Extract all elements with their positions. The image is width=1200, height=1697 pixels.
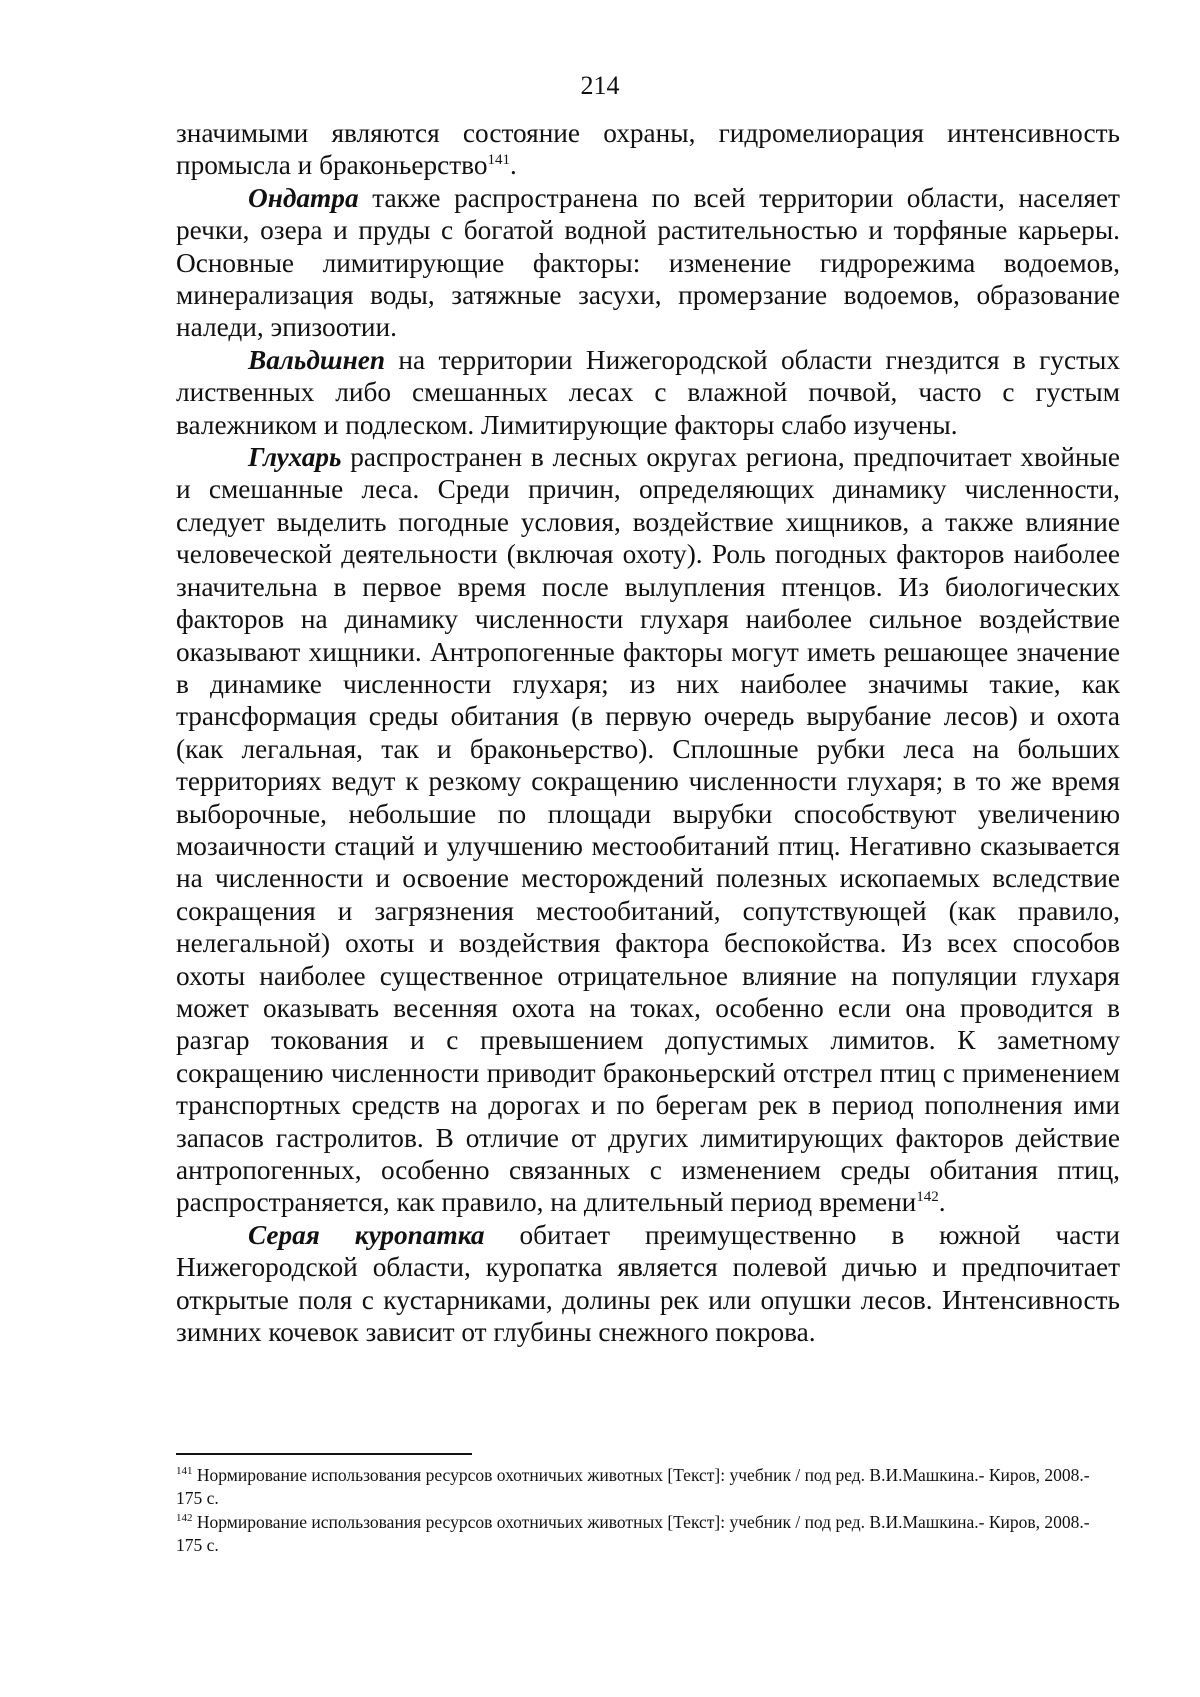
species-term: Глухарь — [248, 442, 342, 473]
paragraph-text: значимыми являются состояние охраны, гидромелиорация интенсивность промысла и браконьерство — [176, 118, 1120, 181]
paragraph-text: обитает преимущественно в южной части Нижегородской области, куропатка является полевой дичью и предпочитает открытые поля с кустарниками, долины рек или опушки лесов. Интенсивность зимних кочевок зависит от глубины снежного покрова. — [176, 1219, 1120, 1348]
paragraph-text: распространен в лесных округах региона, предпочитает хвойные и смешанные леса. Среди причин, определяющих динамику численности, следует выделить погодные условия, воздействие хищников, а также влияние человеческой деятельности (включая охоту). Роль погодных факторов наиболее значительна в первое время после вылупления птенцов. Из биологических факторов на динамику численности глухаря наиболее сильное воздействие оказывают хищники. Антропогенные факторы могут иметь решающее значение в динамике численности глухаря; из них наиболее значимы такие, как трансформация среды обитания (в первую очередь вырубание лесов) и охота (как легальная, так и браконьерство). Сплошные рубки леса на больших территориях ведут к резкому сокращению численности глухаря; в то же время выборочные, небольшие по площади вырубки способствуют увеличению мозаичности стаций и улучшению местообитаний птиц. Негативно сказывается на численности и освоение месторождений полезных ископаемых вследствие сокращения и загрязнения местообитаний, сопутствующей (как правило, нелегальной) охоты и воздействия фактора беспокойства. Из всех способов охоты наиболее существенное отрицательное влияние на популяции глухаря может оказывать весенняя охота на токах, особенно если она проводится в разгар токования и с превышением допустимых лимитов. К заметному сокращению численности приводит браконьерский отстрел птиц с применением транспортных средств на дорогах и по берегам рек в период пополнения ими запасов гастролитов. В отличие от других лимитирующих факторов действие антропогенных, особенно связанных с изменением среды обитания птиц, распространяется, как правило, на длительный период времени — [176, 442, 1120, 1218]
footnote-text: Нормирование использования ресурсов охотничьих животных [Текст]: учебник / под ред. В.И.Машкина.- Киров, 2008.- 175 с. — [176, 1512, 1090, 1555]
page-number: 214 — [580, 71, 620, 100]
footnote-text: Нормирование использования ресурсов охотничьих животных [Текст]: учебник / под ред. В.И.Машкина.- Киров, 2008.- 175 с. — [176, 1465, 1090, 1508]
footnote-reference-141: 141 — [487, 152, 511, 169]
paragraph-capercaillie — [176, 441, 1120, 1219]
footnotes — [176, 1464, 1120, 1558]
paragraph-text: на территории Нижегородской области гнездится в густых лиственных либо смешанных лесах с влажной почвой, часто с густым валежником и подлеском. Лимитирующие факторы слабо изучены. — [176, 344, 1120, 440]
species-term: Серая куропатка — [248, 1219, 485, 1250]
body-text — [176, 117, 1120, 1348]
species-term: Ондатра — [248, 182, 359, 213]
footnote-separator — [176, 1453, 472, 1455]
paragraph-grey-partridge — [176, 1219, 1120, 1349]
footnote-mark: 141 — [176, 1465, 193, 1478]
paragraph-woodcock — [176, 344, 1120, 441]
paragraph-text: также распространена по всей территории области, населяет речки, озера и пруды с богатой водной растительностью и торфяные карьеры. Основные лимитирующие факторы: изменение гидрорежима водоемов, минерализация воды, затяжные засухи, промерзание водоемов, образование наледи, эпизоотии. — [176, 182, 1120, 343]
footnote-142 — [176, 1511, 1120, 1556]
paragraph-continuation — [176, 117, 1120, 182]
paragraph-text-end: . — [510, 150, 517, 181]
paragraph-muskrat — [176, 182, 1120, 344]
species-term: Вальдшнеп — [248, 344, 386, 375]
footnote-mark: 142 — [176, 1512, 193, 1525]
paragraph-text-end: . — [938, 1187, 946, 1218]
footnote-141 — [176, 1464, 1120, 1509]
footnote-reference-142: 142 — [916, 1189, 939, 1206]
